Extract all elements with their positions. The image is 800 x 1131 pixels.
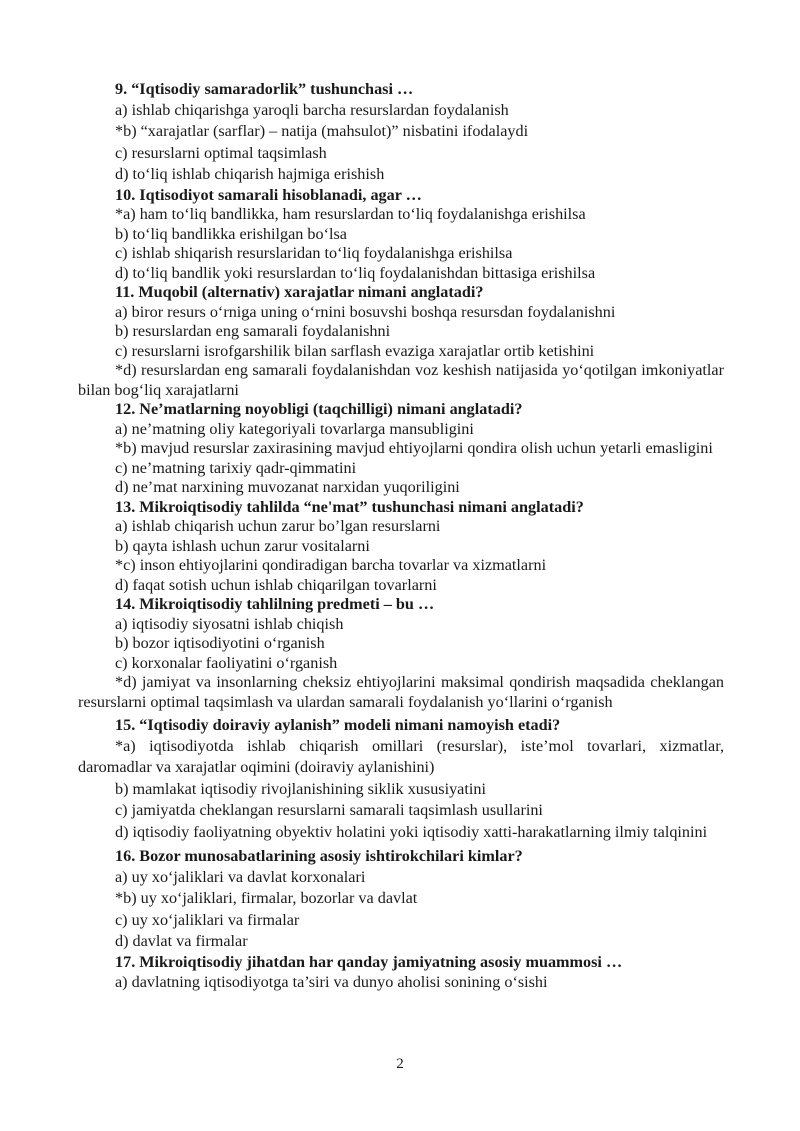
- answer-option: d) faqat sotish uchun ishlab chiqarilgan tovarlarni: [115, 575, 437, 594]
- page-number: 2: [396, 1056, 404, 1072]
- answer-option: a) ishlab chiqarishga yaroqli barcha resurslardan foydalanish: [115, 100, 509, 119]
- answer-option: c) ne’matning tarixiy qadr-qimmatini: [115, 458, 357, 477]
- answer-option: b) to‘liq bandlikka erishilgan bo‘lsa: [115, 224, 347, 243]
- answer-option: *a) iqtisodiyotda ishlab chiqarish omillari (resurslar), iste’mol tovarlari, xizmatlar, daromadlar va xarajatlar oqimini (doiraviy aylanishini): [78, 736, 724, 776]
- answer-option: b) bozor iqtisodiyotini o‘rganish: [115, 634, 325, 652]
- answer-option: a) uy xo‘jaliklari va davlat korxonalari: [115, 867, 366, 886]
- answer-option: c) ishlab shiqarish resurslaridan to‘liq foydalanishga erishilsa: [115, 244, 513, 262]
- answer-option: b) qayta ishlash uchun zarur vositalarni: [115, 536, 370, 555]
- answer-option: *d) resurslardan eng samarali foydalanishdan voz keshish natijasida yo‘qotilgan imkoniyatlar bilan bog‘liq xarajatlarni: [78, 361, 724, 399]
- answer-option: *a) ham to‘liq bandlikka, ham resurslardan to‘liq foydalanishga erishilsa: [115, 205, 586, 223]
- question-title: 11. Muqobil (alternativ) xarajatlar nimani anglatadi?: [115, 283, 484, 301]
- answer-option: d) davlat va firmalar: [115, 932, 248, 950]
- answer-option: a) biror resurs o‘rniga uning o‘rnini bosuvshi boshqa resursdan foydalanishni: [115, 302, 616, 321]
- answer-option: d) to‘liq bandlik yoki resurslardan to‘liq foydalanishdan bittasiga erishilsa: [115, 263, 596, 282]
- answer-option: c) resurslarni optimal taqsimlash: [115, 143, 327, 162]
- question-title: 9. “Iqtisodiy samaradorlik” tushunchasi …: [115, 80, 414, 98]
- question-title: 10. Iqtisodiyot samarali hisoblanadi, agar …: [115, 185, 422, 204]
- answer-option: c) korxonalar faoliyatini o‘rganish: [115, 653, 338, 672]
- answer-option: *c) inson ehtiyojlarini qondiradigan barcha tovarlar va xizmatlarni: [115, 556, 547, 574]
- answer-option: b) mamlakat iqtisodiy rivojlanishining siklik xususiyatini: [115, 779, 486, 798]
- answer-option: a) ishlab chiqarish uchun zarur bo’lgan resurslarni: [115, 517, 441, 535]
- question-title: 17. Mikroiqtisodiy jihatdan har qanday jamiyatning asosiy muammosi …: [115, 952, 623, 971]
- answer-option: a) ne’matning oliy kategoriyali tovarlarga mansubligini: [115, 419, 474, 438]
- question-title: 15. “Iqtisodiy doiraviy aylanish” modeli nimani namoyish etadi?: [115, 716, 561, 734]
- question-title: 13. Mikroiqtisodiy tahlilda “ne'mat” tushunchasi nimani anglatadi?: [115, 497, 584, 516]
- question-title: 16. Bozor munosabatlarining asosiy ishtirokchilari kimlar?: [115, 847, 523, 865]
- answer-option: *b) uy xo‘jaliklari, firmalar, bozorlar va davlat: [115, 889, 418, 907]
- question-list: [78, 80, 724, 994]
- answer-option: c) uy xo‘jaliklari va firmalar: [115, 910, 300, 929]
- answer-option: d) ne’mat narxining muvozanat narxidan yuqoriligini: [115, 478, 460, 496]
- answer-option: d) iqtisodiy faoliyatning obyektiv holatini yoki iqtisodiy xatti-harakatlarning ilmiy talqinini: [115, 822, 708, 841]
- answer-option: *d) jamiyat va insonlarning cheksiz ehtiyojlarini maksimal qondirish maqsadida cheklangan resurslarni optimal taqsimlash va ulardan samarali foydalanish yo‘llarini o‘rganish: [78, 673, 724, 711]
- answer-option: c) resurslarni isrofgarshilik bilan sarflash evaziga xarajatlar ortib ketishini: [115, 341, 595, 360]
- answer-option: a) iqtisodiy siyosatni ishlab chiqish: [115, 614, 344, 633]
- question-title: 14. Mikroiqtisodiy tahlilning predmeti – bu …: [115, 595, 435, 613]
- question-title: 12. Ne’matlarning noyobligi (taqchilligi) nimani anglatadi?: [115, 400, 523, 418]
- answer-option: c) jamiyatda cheklangan resurslarni samarali taqsimlash usullarini: [115, 801, 543, 819]
- answer-option: d) to‘liq ishlab chiqarish hajmiga erishish: [115, 165, 385, 183]
- answer-option: b) resurslardan eng samarali foydalanishni: [115, 322, 391, 340]
- answer-option: *b) “xarajatlar (sarflar) – natija (mahsulot)” nisbatini ifodalaydi: [115, 122, 529, 140]
- answer-option: *b) mavjud resurslar zaxirasining mavjud ehtiyojlarni qondira olish uchun yetarli emasligini: [115, 439, 713, 457]
- answer-option: a) davlatning iqtisodiyotga ta’siri va dunyo aholisi sonining o‘sishi: [115, 973, 548, 991]
